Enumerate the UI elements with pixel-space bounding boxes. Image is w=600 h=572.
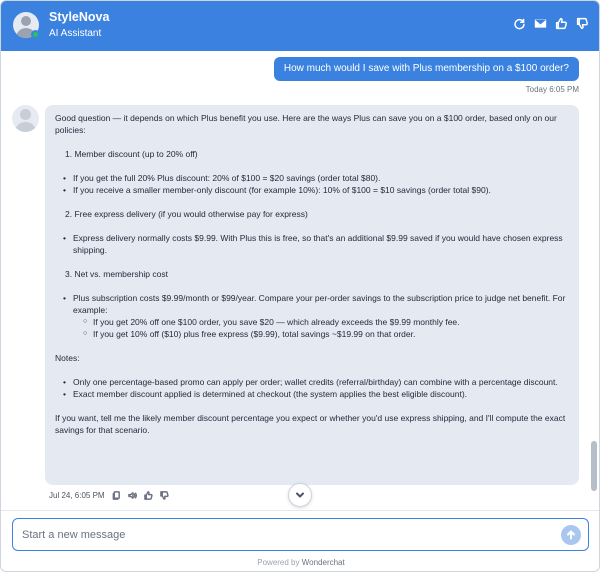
bot-message-bubble (45, 105, 579, 485)
powered-by (1, 558, 600, 567)
assistant-subtitle: AI Assistant (49, 28, 102, 39)
section-title: 3. Net vs. membership cost (65, 269, 168, 279)
scrollbar[interactable] (591, 51, 597, 513)
powered-by-brand[interactable]: Wonderchat (301, 558, 345, 567)
bot-message-meta (49, 491, 169, 500)
arrow-up-icon (566, 530, 576, 540)
list-item: • Only one percentage-based promo can apply per order; wallet credits (referral/birthday) can combine with a percentage discount. (63, 376, 569, 388)
notes-title: Notes: (55, 353, 80, 363)
scrollbar-thumb[interactable] (591, 441, 597, 491)
thumbs-up-icon[interactable] (144, 491, 153, 500)
message-input[interactable] (22, 525, 542, 545)
bot-avatar (12, 105, 39, 132)
message-list[interactable] (1, 51, 600, 513)
list-item: • If you get the full 20% Plus discount: 20% of $100 = $20 savings (order total $80). (63, 172, 569, 184)
list-item (63, 292, 569, 340)
message-composer (12, 518, 589, 551)
copy-icon[interactable] (112, 491, 121, 500)
bot-outro: If you want, tell me the likely member discount percentage you expect or whether you'd use express shipping, and I'll compute the exact savings for that scenario. (55, 413, 566, 435)
user-message-bubble: How much would I save with Plus membership on a $100 order? (274, 57, 579, 81)
bot-intro: Good question — it depends on which Plus benefit you use. Here are the ways Plus can save you on a $100 order, based only on our policies: (55, 113, 557, 135)
assistant-avatar (13, 12, 39, 38)
composer-divider (1, 510, 600, 511)
assistant-name: StyleNova (49, 10, 110, 24)
refresh-icon[interactable] (513, 17, 526, 30)
list-item: • If you receive a smaller member-only discount (for example 10%): 10% of $100 = $10 savings (order total $90). (63, 184, 569, 196)
sub-list-item: ○ If you get 10% off ($10) plus free express ($9.99), total savings ~$19.99 on that order. (83, 328, 569, 340)
send-button[interactable] (561, 525, 581, 545)
thumbs-down-icon[interactable] (576, 17, 589, 30)
chevron-down-icon (295, 490, 305, 500)
mail-icon[interactable] (534, 17, 547, 30)
list-item: • Express delivery normally costs $9.99. With Plus this is free, so that's an additional $9.99 saved if you would have chosen express shipping. (63, 232, 569, 256)
powered-by-prefix: Powered by (257, 558, 300, 567)
sub-list-item: ○ If you get 20% off one $100 order, you save $20 — which already exceeds the $9.99 monthly fee. (83, 316, 569, 328)
speaker-icon[interactable] (128, 491, 137, 500)
list-item-text: Plus subscription costs $9.99/month or $99/year. Compare your per-order savings to the subscription price to judge net benefit. For example: (73, 293, 566, 315)
thumbs-up-icon[interactable] (555, 17, 568, 30)
list-item: • Exact member discount applied is determined at checkout (the system applies the best eligible discount). (63, 388, 569, 400)
bot-message-timestamp: Jul 24, 6:05 PM (49, 491, 105, 500)
scroll-to-bottom-button[interactable] (288, 483, 312, 507)
chat-header (1, 1, 600, 51)
section-title: 2. Free express delivery (if you would otherwise pay for express) (65, 209, 308, 219)
section-title: 1. Member discount (up to 20% off) (65, 149, 198, 159)
online-status-dot (31, 30, 40, 39)
thumbs-down-icon[interactable] (160, 491, 169, 500)
user-message-timestamp: Today 6:05 PM (525, 85, 579, 94)
